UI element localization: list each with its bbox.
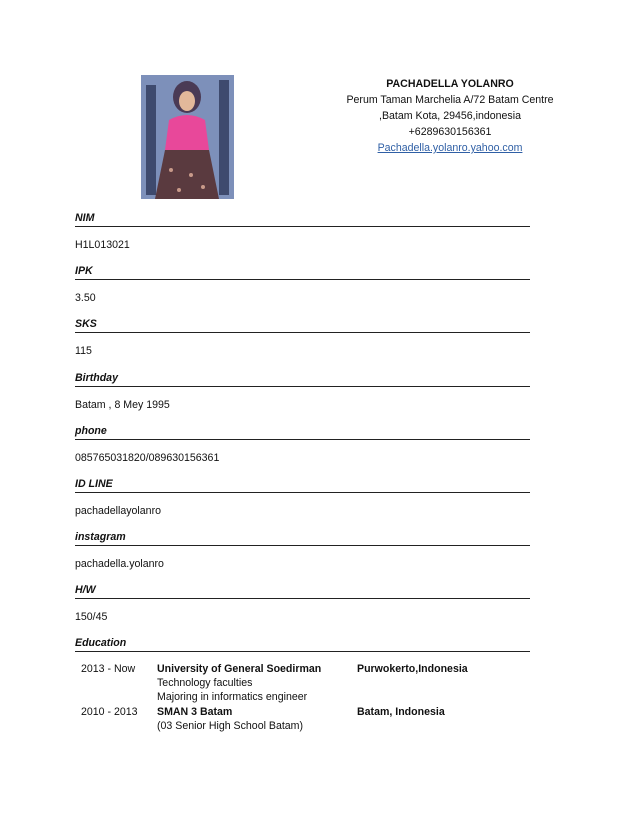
field-label: NIM (75, 212, 530, 227)
education-list (75, 662, 530, 748)
field-value: pachadellayolanro (75, 505, 161, 517)
field-value: 3.50 (75, 292, 96, 304)
education-line: Majoring in informatics engineer (157, 691, 308, 703)
education-years: 2010 - 2013 (81, 706, 138, 718)
field-id-line (75, 478, 530, 518)
field-education (75, 637, 530, 652)
education-location: Purwokerto,Indonesia (357, 663, 468, 675)
field-label: IPK (75, 265, 530, 280)
field-height-weight (75, 584, 530, 624)
field-value: Batam , 8 Mey 1995 (75, 399, 170, 411)
education-line: Technology faculties (157, 677, 253, 689)
field-ipk (75, 265, 530, 305)
field-label: Birthday (75, 372, 530, 387)
education-years: 2013 - Now (81, 663, 136, 675)
field-label: instagram (75, 531, 530, 546)
field-label: SKS (75, 318, 530, 333)
portrait-illustration (141, 75, 234, 199)
contact-phone: +6289630156361 (408, 126, 492, 138)
field-label: ID LINE (75, 478, 530, 493)
field-birthday (75, 372, 530, 412)
field-value: 085765031820/089630156361 (75, 452, 220, 464)
field-value: 115 (75, 345, 92, 357)
education-detail (157, 705, 303, 733)
education-location: Batam, Indonesia (357, 706, 445, 718)
profile-photo (141, 75, 234, 199)
email-link[interactable]: Pachadella.yolanro.yahoo.com (377, 142, 523, 154)
field-label: phone (75, 425, 530, 440)
education-line: (03 Senior High School Batam) (157, 720, 304, 732)
education-school: SMAN 3 Batam (157, 706, 233, 718)
education-school: University of General Soedirman (157, 663, 322, 675)
education-row (75, 662, 530, 705)
education-detail (157, 662, 321, 704)
address-line-2: ,Batam Kota, 29456,indonesia (379, 110, 521, 122)
education-row (75, 705, 530, 748)
field-sks (75, 318, 530, 358)
field-label: H/W (75, 584, 530, 599)
field-label: Education (75, 637, 530, 652)
field-phone (75, 425, 530, 465)
contact-header (340, 76, 560, 156)
field-value: 150/45 (75, 611, 108, 623)
address-line-1: Perum Taman Marchelia A/72 Batam Centre (346, 94, 554, 106)
field-value: pachadella.yolanro (75, 558, 164, 570)
field-value: H1L013021 (75, 239, 130, 251)
applicant-name: PACHADELLA YOLANRO (386, 78, 514, 90)
field-instagram (75, 531, 530, 571)
field-nim (75, 212, 530, 252)
